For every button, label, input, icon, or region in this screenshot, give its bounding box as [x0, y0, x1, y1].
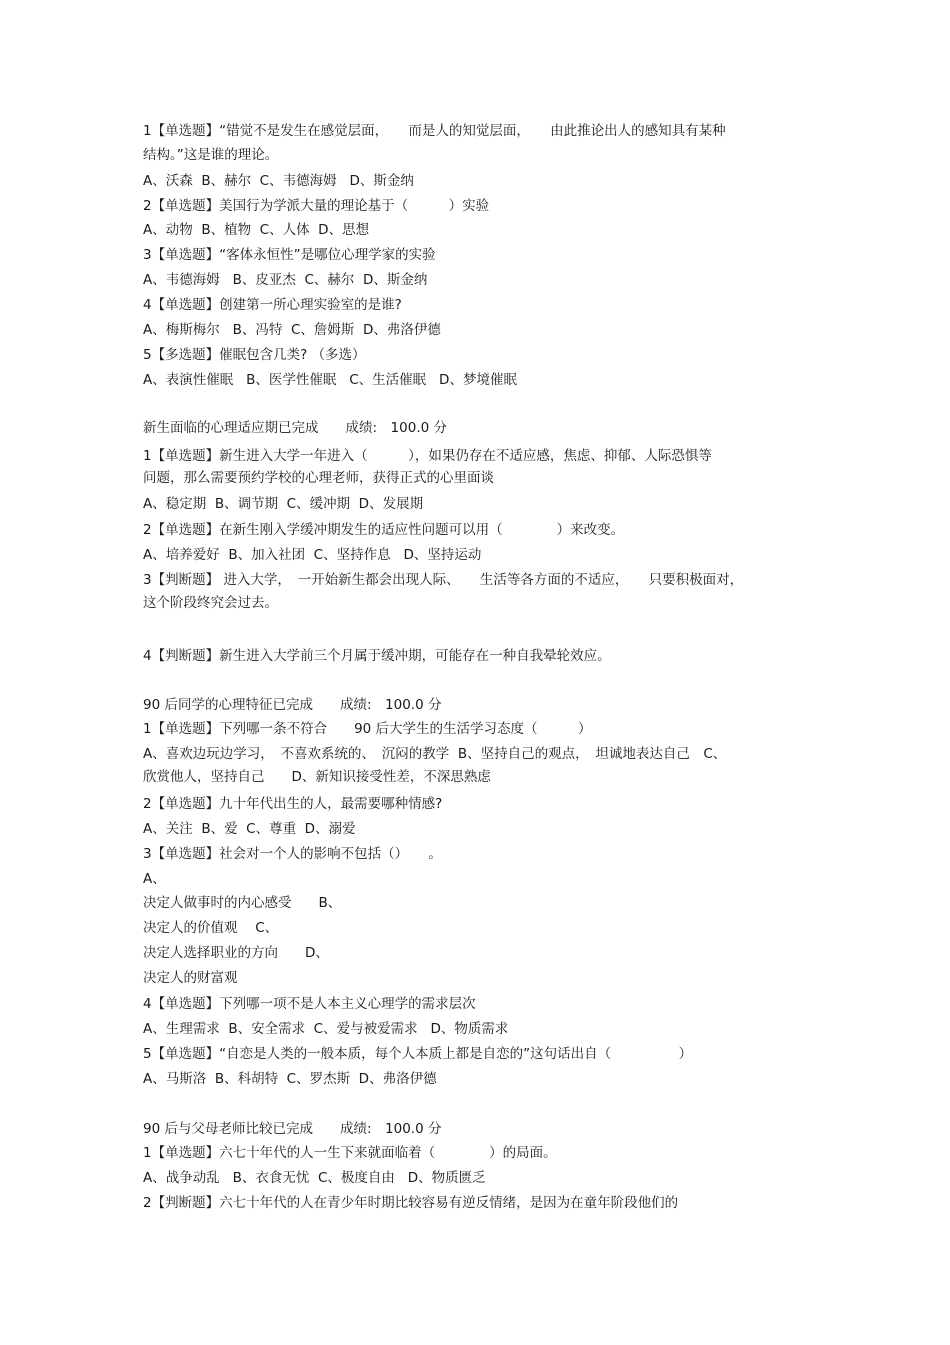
question-1-options: A、沃森 B、赫尔 C、韦德海姆 D、斯金纳 — [143, 173, 414, 189]
s4-question-1-options: A、战争动乱 B、衣食无忧 C、极度自由 D、物质匮乏 — [143, 1170, 486, 1186]
question-2-options: A、动物 B、植物 C、人体 D、思想 — [143, 222, 370, 238]
s2-question-1-stem-line-2: 问题，那么需要预约学校的心理老师，获得正式的心里面谈 — [143, 470, 494, 486]
s3-question-5-options: A、马斯洛 B、科胡特 C、罗杰斯 D、弗洛伊德 — [143, 1071, 437, 1087]
s3-question-3-stem: 3【单选题】社会对一个人的影响不包括（） 。 — [143, 846, 442, 862]
section-4-header: 90 后与父母老师比较已完成 成绩: 100.0 分 — [143, 1121, 442, 1137]
s3-question-2-stem: 2【单选题】九十年代出生的人，最需要哪种情感? — [143, 796, 443, 812]
question-5-stem: 5【多选题】催眠包含几类? （多选） — [143, 347, 366, 363]
s2-question-1-stem-line-1: 1【单选题】新生进入大学一年进入（ ），如果仍存在不适应感，焦虑、抑郁、人际恐惧等 — [143, 448, 712, 464]
s3-question-3-option-a: 决定人做事时的内心感受 B、 — [143, 895, 342, 911]
s3-question-3-option-a-label: A、 — [143, 871, 166, 887]
s2-question-3-stem-line-1: 3【判断题】 进入大学， 一开始新生都会出现人际、 生活等各方面的不适应， 只要积极面对， — [143, 572, 744, 588]
question-1-stem-line-2: 结构。”这是谁的理论。 — [143, 147, 279, 163]
s3-question-3-option-b: 决定人的价值观 C、 — [143, 920, 279, 936]
s2-question-1-options: A、稳定期 B、调节期 C、缓冲期 D、发展期 — [143, 496, 424, 512]
question-3-stem: 3【单选题】“客体永恒性”是哪位心理学家的实验 — [143, 247, 436, 263]
s3-question-3-option-c: 决定人选择职业的方向 D、 — [143, 945, 329, 961]
question-4-options: A、梅斯梅尔 B、冯特 C、詹姆斯 D、弗洛伊德 — [143, 322, 441, 338]
s3-question-4-stem: 4【单选题】下列哪一项不是人本主义心理学的需求层次 — [143, 996, 476, 1012]
section-2-header: 新生面临的心理适应期已完成 成绩: 100.0 分 — [143, 420, 447, 436]
s2-question-2-stem: 2【单选题】在新生刚入学缓冲期发生的适应性问题可以用（ ）来改变。 — [143, 522, 625, 538]
question-1-stem-line-1: 1【单选题】“错觉不是发生在感觉层面， 而是人的知觉层面， 由此推论出人的感知具有某种 — [143, 123, 726, 139]
section-3-header: 90 后同学的心理特征已完成 成绩: 100.0 分 — [143, 697, 442, 713]
question-2-stem: 2【单选题】美国行为学派大量的理论基于（ ）实验 — [143, 198, 490, 214]
s2-question-4-stem: 4【判断题】新生进入大学前三个月属于缓冲期，可能存在一种自我晕轮效应。 — [143, 648, 611, 664]
question-3-options: A、韦德海姆 B、皮亚杰 C、赫尔 D、斯金纳 — [143, 272, 428, 288]
s3-question-5-stem: 5【单选题】“自恋是人类的一般本质，每个人本质上都是自恋的”这句话出自（ ） — [143, 1046, 693, 1062]
s4-question-2-stem: 2【判断题】六七十年代的人在青少年时期比较容易有逆反情绪，是因为在童年阶段他们的 — [143, 1195, 679, 1211]
question-4-stem: 4【单选题】创建第一所心理实验室的是谁? — [143, 297, 402, 313]
question-5-options: A、表演性催眠 B、医学性催眠 C、生活催眠 D、梦境催眠 — [143, 372, 517, 388]
s2-question-3-stem-line-2: 这个阶段终究会过去。 — [143, 595, 278, 611]
s3-question-2-options: A、关注 B、爱 C、尊重 D、溺爱 — [143, 821, 356, 837]
s3-question-1-options-line-1: A、喜欢边玩边学习， 不喜欢系统的、 沉闷的教学 B、坚持自己的观点， 坦诚地表达自己 C、 — [143, 746, 727, 762]
s3-question-4-options: A、生理需求 B、安全需求 C、爱与被爱需求 D、物质需求 — [143, 1021, 509, 1037]
s4-question-1-stem: 1【单选题】六七十年代的人一生下来就面临着（ ）的局面。 — [143, 1145, 557, 1161]
s2-question-2-options: A、培养爱好 B、加入社团 C、坚持作息 D、坚持运动 — [143, 547, 482, 563]
s3-question-1-options-line-2: 欣赏他人，坚持自己 D、新知识接受性差，不深思熟虑 — [143, 769, 491, 785]
s3-question-3-option-d: 决定人的财富观 — [143, 970, 238, 986]
s3-question-1-stem: 1【单选题】下列哪一条不符合 90 后大学生的生活学习态度（ ） — [143, 721, 592, 737]
